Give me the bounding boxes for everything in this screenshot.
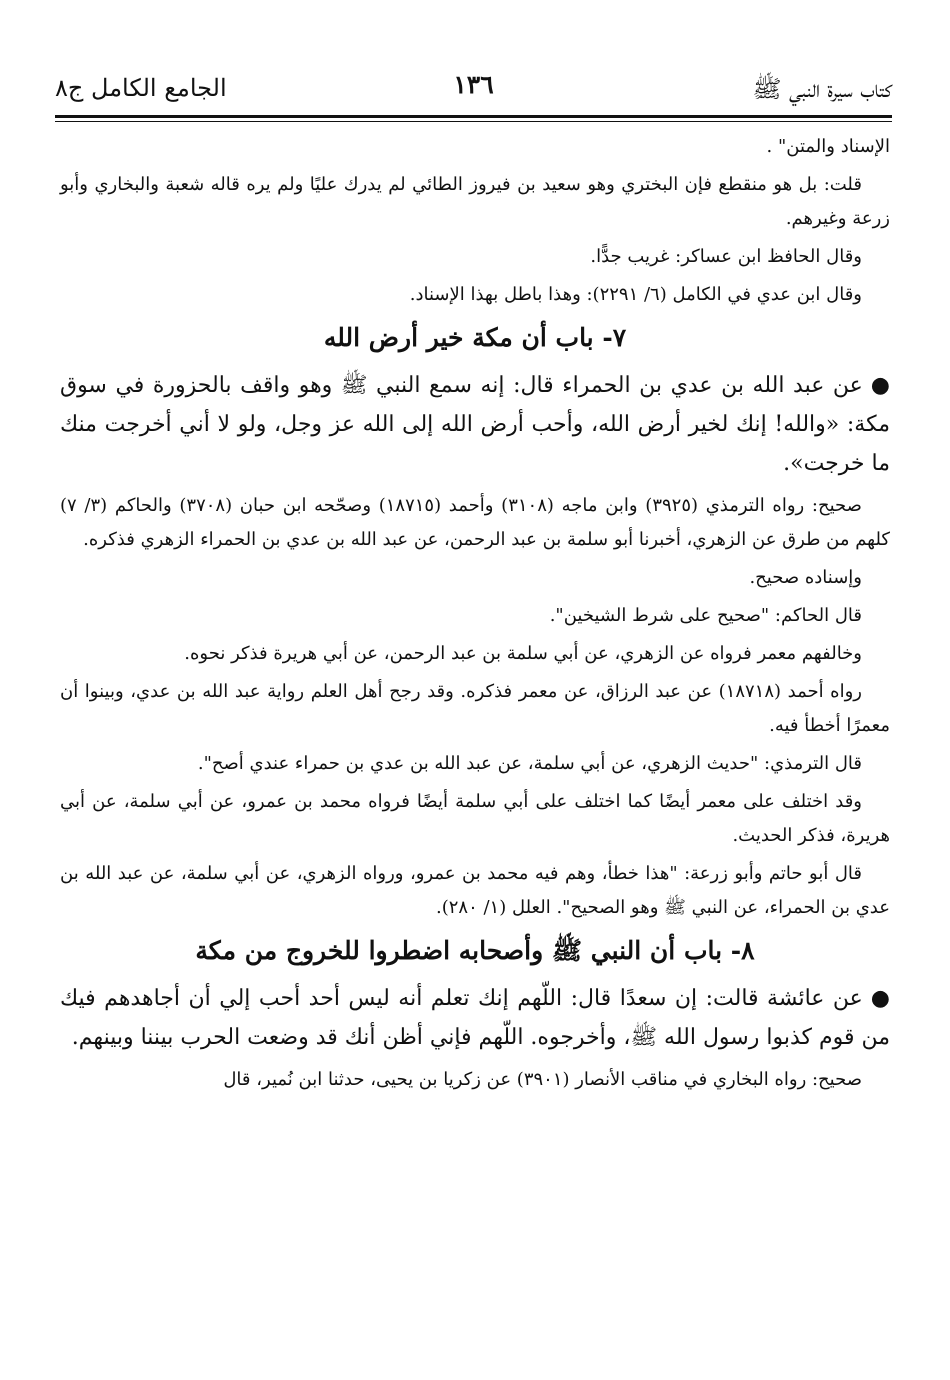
paragraph: الإسناد والمتن" . xyxy=(766,136,890,157)
hadith-text xyxy=(60,366,890,483)
page-header xyxy=(55,66,892,112)
paragraph: صحيح: رواه البخاري في مناقب الأنصار (٣٩٠١) عن زكريا بن يحيى، حدثنا ابن نُمير، قال xyxy=(223,1069,862,1090)
paragraph: وخالفهم معمر فرواه عن الزهري، عن أبي سلمة بن عبد الرحمن، عن أبي هريرة فذكر نحوه. xyxy=(184,643,862,664)
hadith-body: عن عبد الله بن عدي بن الحمراء قال: إنه سمع النبي ﷺ وهو واقف بالحزورة في سوق مكة: «والله! إنك لخير أرض الله، وأحب أرض الله إلى الله عز وجل، ولو لا أني أخرجت منك ما خرجت». xyxy=(60,373,890,476)
paragraph: وقال الحافظ ابن عساكر: غريب جدًّا. xyxy=(590,246,862,267)
paragraph: قال الحاكم: "صحيح على شرط الشيخين". xyxy=(549,605,862,626)
paragraph: وقد اختلف على معمر أيضًا كما اختلف على أبي سلمة أيضًا فرواه محمد بن عمرو، عن أبي سلمة، عن أبي هريرة، فذكر الحديث. xyxy=(60,791,890,846)
paragraph: قال الترمذي: "حديث الزهري، عن أبي سلمة، عن عبد الله بن عدي بن حمراء عندي أصح". xyxy=(197,753,862,774)
hadith-text xyxy=(60,979,890,1057)
chapter-heading: ٨- باب أن النبي ﷺ وأصحابه اضطروا للخروج من مكة xyxy=(195,936,755,965)
volume-title: الجامع الكامل ج٨ xyxy=(55,74,227,102)
paragraph: صحيح: رواه الترمذي (٣٩٢٥) وابن ماجه (٣١٠٨) وأحمد (١٨٧١٥) وصحّحه ابن حبان (٣٧٠٨) والحاكم (٣/ ٧) كلهم من طرق عن الزهري، أخبرنا أبو سلمة بن عبد الرحمن، عن عبد الله بن عدي بن الحمراء الزهري فذكره. xyxy=(60,495,890,550)
chapter-heading: ٧- باب أن مكة خير أرض الله xyxy=(323,323,627,352)
book-title: كتاب سيرة النبي ﷺ xyxy=(752,75,892,103)
paragraph: قال أبو حاتم وأبو زرعة: "هذا خطأ، وهم فيه محمد بن عمرو، ورواه الزهري، عن أبي سلمة، عن عبد الله بن عدي بن الحمراء، عن النبي ﷺ وهو الصحيح". العلل (١/ ٢٨٠). xyxy=(60,863,890,918)
paragraph: وقال ابن عدي في الكامل (٦/ ٢٢٩١): وهذا باطل بهذا الإسناد. xyxy=(409,284,862,305)
header-rule-thin xyxy=(55,121,892,122)
paragraph: وإسناده صحيح. xyxy=(749,567,862,588)
paragraph: قلت: بل هو منقطع فإن البختري وهو سعيد بن فيروز الطائي لم يدرك عليًا ولم يره قاله شعبة والبخاري وأبو زرعة وغيرهم. xyxy=(60,174,890,229)
bullet-icon: ● xyxy=(870,373,890,398)
hadith-body: عن عائشة قالت: إن سعدًا قال: اللّهم إنك تعلم أنه ليس أحد أحب إلي أن أجاهدهم فيك من قوم كذبوا رسول الله ﷺ، وأخرجوه. اللّهم فإني أظن أنك قد وضعت الحرب بيننا وبينهم. xyxy=(60,986,890,1050)
page-number: ١٣٦ xyxy=(453,70,494,99)
bullet-icon: ● xyxy=(870,986,890,1011)
header-rule-thick xyxy=(55,115,892,118)
paragraph: رواه أحمد (١٨٧١٨) عن عبد الرزاق، عن معمر فذكره. وقد رجح أهل العلم رواية عبد الله بن عدي، وبينوا أن معمرًا أخطأ فيه. xyxy=(60,681,890,736)
page-body xyxy=(60,130,890,1101)
